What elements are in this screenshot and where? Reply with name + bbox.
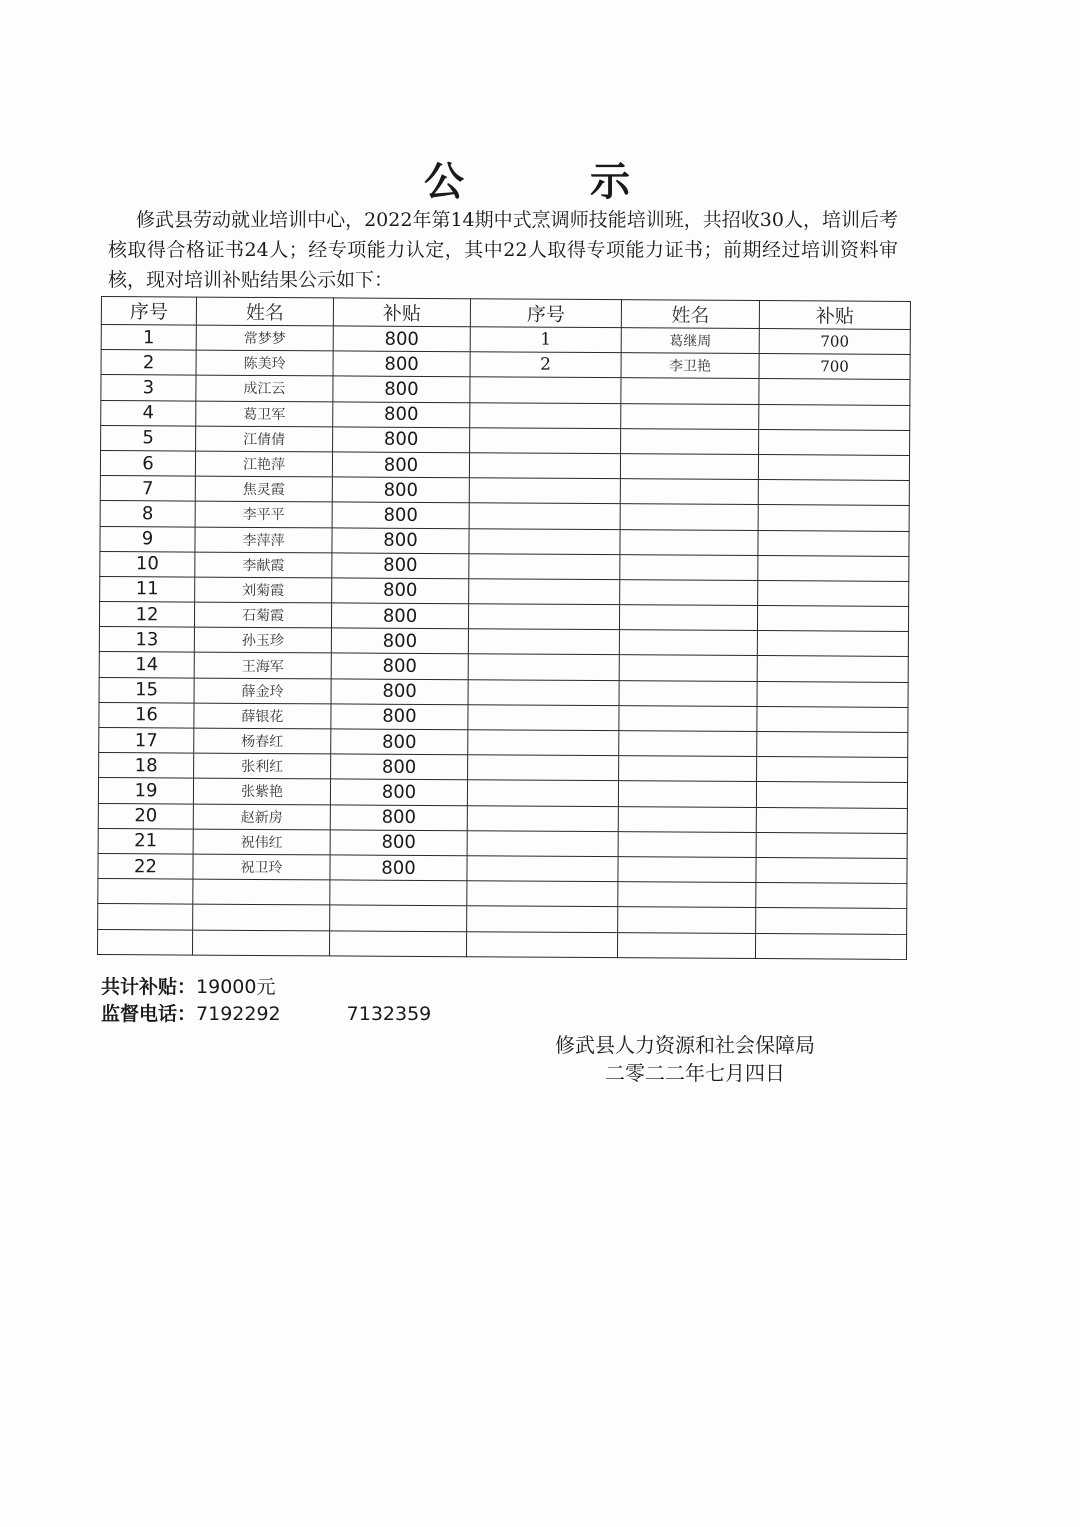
header-amount-right: 补贴	[759, 301, 910, 330]
cell-no: 2	[101, 350, 196, 376]
header-no-left: 序号	[101, 297, 196, 326]
cell-no-right: 2	[470, 352, 621, 378]
cell-no: 10	[100, 551, 195, 577]
cell-no: 11	[100, 576, 195, 602]
cell-no: 9	[100, 526, 195, 552]
cell-name-right	[619, 731, 757, 757]
cell-no-right	[470, 377, 621, 403]
cell-amount: 800	[331, 603, 468, 629]
cell-name-right	[618, 781, 756, 807]
cell-name-right	[619, 605, 757, 631]
cell-no	[97, 929, 192, 955]
cell-name: 孙玉珍	[194, 627, 331, 653]
cell-no: 3	[101, 375, 196, 401]
cell-name: 江倩倩	[196, 426, 333, 452]
cell-amount-right	[757, 606, 908, 632]
cell-amount-right	[756, 857, 907, 883]
cell-name-right	[620, 479, 758, 505]
cell-amount-right	[758, 530, 909, 556]
cell-name: 祝卫玲	[193, 854, 330, 880]
cell-no-right	[469, 503, 620, 529]
cell-name: 刘菊霞	[195, 577, 332, 603]
cell-name-right	[620, 504, 758, 530]
cell-amount-right	[756, 832, 907, 858]
cell-name: 葛卫军	[196, 401, 333, 427]
cell-no: 7	[100, 476, 195, 502]
cell-name-right	[621, 378, 759, 404]
cell-amount-right	[759, 429, 910, 455]
cell-amount	[329, 930, 466, 956]
cell-amount: 800	[331, 628, 468, 654]
cell-no-right	[469, 553, 620, 579]
total-value: 19000元	[196, 976, 276, 998]
cell-name: 赵新房	[193, 804, 330, 830]
phone-number-2: 7132359	[346, 1003, 432, 1025]
cell-name-right	[621, 403, 759, 429]
cell-amount-right	[759, 404, 910, 430]
cell-name: 张紫艳	[193, 778, 330, 804]
phone-number-1: 7192292	[196, 1003, 281, 1025]
cell-amount-right	[759, 379, 910, 405]
cell-amount-right	[758, 480, 909, 506]
cell-no-right	[467, 780, 618, 806]
cell-amount: 800	[331, 704, 468, 730]
cell-amount-right	[756, 807, 907, 833]
cell-name: 薛金玲	[194, 678, 331, 704]
cell-name-right	[619, 655, 757, 681]
cell-amount	[330, 905, 467, 931]
cell-amount-right	[758, 555, 909, 581]
header-name-right: 姓名	[621, 300, 759, 329]
cell-amount: 800	[331, 653, 468, 679]
cell-name-right	[618, 806, 756, 832]
signature-block	[555, 1031, 855, 1087]
cell-name: 薛银花	[194, 703, 331, 729]
cell-name: 祝伟红	[193, 829, 330, 855]
phone-label: 监督电话：	[101, 1003, 197, 1025]
cell-no: 4	[101, 400, 196, 426]
cell-name: 石菊霞	[194, 602, 331, 628]
cell-name: 张利红	[194, 753, 331, 779]
cell-amount: 800	[333, 401, 470, 427]
cell-no: 12	[99, 602, 194, 628]
cell-amount: 800	[330, 779, 467, 805]
cell-no-right	[469, 528, 620, 554]
cell-amount-right	[757, 757, 908, 783]
cell-name-right	[619, 756, 757, 782]
cell-no-right	[467, 906, 618, 932]
cell-no-right	[467, 830, 618, 856]
cell-no	[98, 904, 193, 930]
cell-no: 22	[98, 853, 193, 879]
cell-amount: 800	[331, 754, 468, 780]
cell-amount: 800	[333, 351, 470, 377]
cell-no: 13	[99, 627, 194, 653]
cell-name-right	[619, 705, 757, 731]
cell-name-right	[620, 580, 758, 606]
cell-no-right	[468, 730, 619, 756]
cell-name	[193, 879, 330, 905]
cell-name: 江艳萍	[195, 451, 332, 477]
cell-name	[192, 930, 329, 956]
cell-name-right: 葛继周	[621, 328, 759, 354]
cell-name-right	[619, 680, 757, 706]
total-line	[101, 974, 431, 1001]
cell-no-right	[468, 654, 619, 680]
cell-no: 6	[100, 450, 195, 476]
cell-name	[193, 904, 330, 930]
cell-amount-right	[757, 732, 908, 758]
cell-no-right	[467, 856, 618, 882]
cell-name-right	[618, 857, 756, 883]
cell-no-right	[466, 931, 617, 957]
cell-name-right	[618, 831, 756, 857]
cell-amount-right	[757, 631, 908, 657]
cell-amount-right: 700	[759, 354, 910, 380]
cell-name: 李献霞	[195, 552, 332, 578]
cell-amount: 800	[330, 830, 467, 856]
cell-amount: 800	[332, 477, 469, 503]
cell-no-right	[470, 402, 621, 428]
cell-amount-right	[757, 706, 908, 732]
cell-no-right	[468, 629, 619, 655]
cell-amount: 800	[332, 527, 469, 553]
cell-no: 21	[98, 828, 193, 854]
header-name-left: 姓名	[196, 297, 333, 326]
cell-no: 20	[98, 803, 193, 829]
cell-name: 成江云	[196, 375, 333, 401]
cell-amount: 800	[331, 679, 468, 705]
cell-amount-right	[756, 908, 907, 934]
cell-no-right	[469, 478, 620, 504]
cell-no: 16	[99, 702, 194, 728]
cell-amount-right	[758, 580, 909, 606]
cell-name-right	[617, 932, 755, 958]
cell-amount	[330, 880, 467, 906]
cell-no: 1	[101, 325, 196, 351]
cell-name: 李萍萍	[195, 527, 332, 553]
cell-amount: 800	[332, 452, 469, 478]
cell-no-right	[467, 881, 618, 907]
cell-no-right: 1	[470, 327, 621, 353]
phone-line	[101, 1001, 431, 1028]
cell-amount-right	[757, 681, 908, 707]
cell-no-right	[468, 755, 619, 781]
table-row	[97, 929, 906, 959]
intro-paragraph: 修武县劳动就业培训中心，2022年第14期中式烹调师技能培训班，共招收30人，培训后考核取得合格证书24人；经专项能力认定，其中22人取得专项能力证书；前期经过培训资料审核，现对培训补贴结果公示如下：	[108, 209, 898, 291]
cell-no: 19	[98, 778, 193, 804]
cell-no: 17	[99, 727, 194, 753]
cell-name: 常梦梦	[196, 325, 333, 351]
cell-amount-right	[757, 656, 908, 682]
cell-amount-right	[755, 933, 906, 959]
cell-amount-right: 700	[759, 329, 910, 355]
cell-amount: 800	[330, 855, 467, 881]
signature-org: 修武县人力资源和社会保障局	[555, 1033, 815, 1057]
header-no-right: 序号	[470, 299, 621, 328]
cell-no	[98, 879, 193, 905]
cell-amount: 800	[332, 502, 469, 528]
cell-name: 焦灵霞	[195, 476, 332, 502]
total-label: 共计补贴：	[101, 976, 197, 998]
cell-no-right	[469, 453, 620, 479]
cell-no: 15	[99, 677, 194, 703]
cell-name-right	[620, 454, 758, 480]
subsidy-table	[97, 296, 911, 960]
cell-no: 5	[101, 425, 196, 451]
cell-amount: 800	[332, 553, 469, 579]
cell-name-right: 李卫艳	[621, 353, 759, 379]
cell-amount: 800	[331, 729, 468, 755]
cell-name-right	[618, 882, 756, 908]
cell-no-right	[469, 579, 620, 605]
cell-amount: 800	[333, 326, 470, 352]
cell-no-right	[468, 705, 619, 731]
cell-name: 陈美玲	[196, 350, 333, 376]
cell-name-right	[619, 630, 757, 656]
cell-name-right	[621, 428, 759, 454]
cell-amount-right	[756, 883, 907, 909]
signature-date: 二零二二年七月四日	[605, 1061, 785, 1085]
cell-amount-right	[758, 505, 909, 531]
cell-name-right	[620, 529, 758, 555]
cell-no-right	[468, 604, 619, 630]
cell-no: 14	[99, 652, 194, 678]
cell-amount-right	[758, 454, 909, 480]
cell-amount: 800	[330, 804, 467, 830]
cell-name: 王海军	[194, 653, 331, 679]
footer-block	[101, 974, 431, 1028]
cell-amount: 800	[333, 376, 470, 402]
cell-no-right	[470, 428, 621, 454]
cell-name-right	[618, 907, 756, 933]
cell-amount: 800	[332, 578, 469, 604]
cell-name: 李平平	[195, 501, 332, 527]
cell-no-right	[468, 679, 619, 705]
cell-name-right	[620, 554, 758, 580]
cell-no: 18	[99, 753, 194, 779]
page-title: 公 示	[424, 158, 686, 205]
cell-no-right	[467, 805, 618, 831]
cell-no: 8	[100, 501, 195, 527]
cell-name: 杨春红	[194, 728, 331, 754]
cell-amount: 800	[333, 427, 470, 453]
cell-amount-right	[756, 782, 907, 808]
header-amount-left: 补贴	[333, 298, 470, 327]
